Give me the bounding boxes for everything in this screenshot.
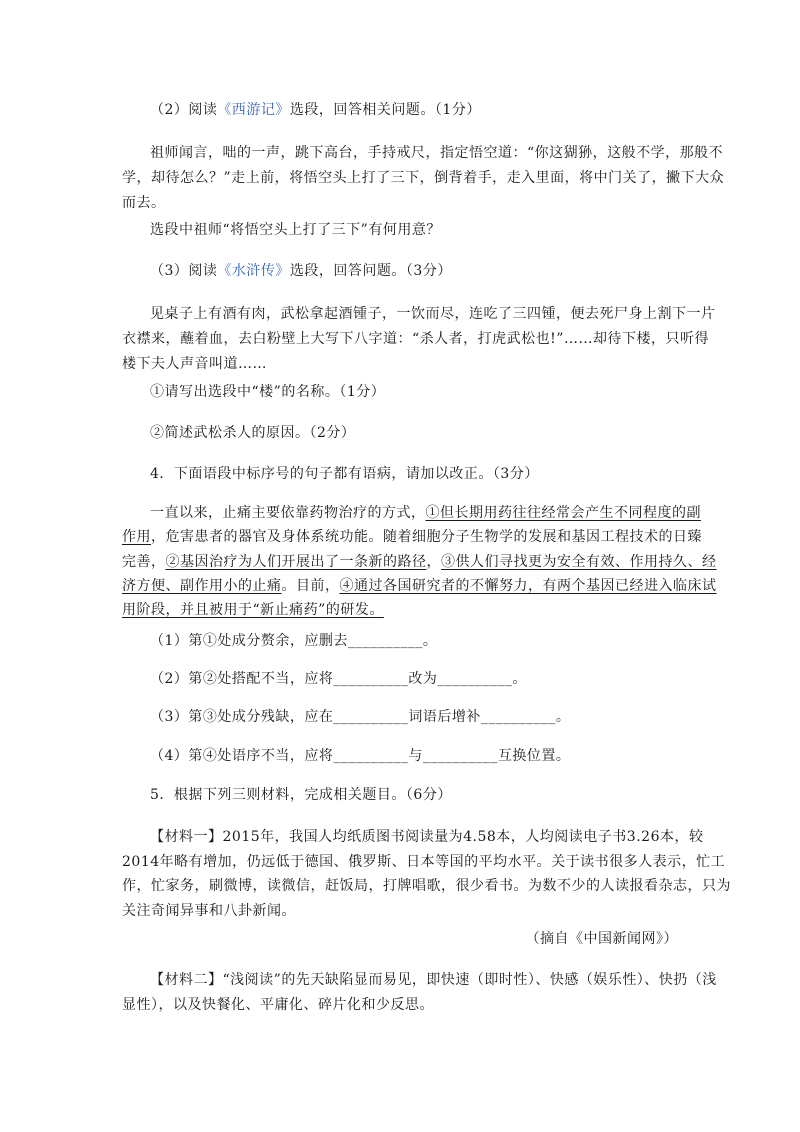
q2-passage-line-2: 学，却待怎么？”走上前，将悟空头上打了三下，倒背着手，走入里面，将中门关了，撇下大众 xyxy=(122,170,725,186)
q4-sentence-1-end: 作用 xyxy=(122,529,151,545)
q5-material-1-line-4: 关注奇闻异事和八卦新闻。 xyxy=(122,903,296,919)
q4-sentence-3-end: 济方便、副作用小的止痛 xyxy=(122,578,282,594)
q2-title-prefix: （2）阅读 xyxy=(150,102,218,118)
q2-question: 选段中祖师“将悟空头上打了三下”有何用意？ xyxy=(150,222,441,238)
q4-para-line-1 xyxy=(150,503,701,523)
q2-passage-line-1: 祖师闻言，咄的一声，跳下高台，手持戒尺，指定悟空道：“你这猢狲，这般不学，那般不 xyxy=(150,145,724,161)
q2-passage-line-3: 而去。 xyxy=(122,195,166,211)
q4-para-line-2 xyxy=(122,527,702,547)
q3-passage-line-2: 衣襟来，蘸着血，去白粉壁上大写下八字道：“杀人者，打虎武松也!”……却待下楼，只听得 xyxy=(122,331,709,347)
q4-item-4: （4）第④处语序不当，应将__________与__________互换位置。 xyxy=(150,748,571,764)
q4-para-line-4 xyxy=(122,576,717,596)
q4-plain-text: 。目前， xyxy=(281,578,340,594)
q5-title: 5．根据下列三则材料，完成相关题目。（6分） xyxy=(150,787,452,803)
q3-sub-question-2: ②简述武松杀人的原因。（2分） xyxy=(150,425,356,441)
q4-plain-text: 完善， xyxy=(122,554,166,570)
q4-para-line-5 xyxy=(122,600,384,620)
q3-title-prefix: （3）阅读 xyxy=(150,263,218,279)
q4-para-line-3 xyxy=(122,552,717,572)
q5-material-1-line-2: 2014年略有增加，仍远低于德国、俄罗斯、日本等国的平均水平。关于读书很多人表示，忙工 xyxy=(122,854,726,870)
q3-passage-line-3: 楼下夫人声音叫道…… xyxy=(122,356,267,372)
q4-title: 4．下面语段中标序号的句子都有语病，请加以改正。（3分） xyxy=(150,466,539,482)
q5-material-2-line-2: 显性），以及快餐化、平庸化、碎片化和少反思。 xyxy=(122,997,434,1013)
q4-plain-text: 一直以来，止痛主要依靠药物治疗的方式， xyxy=(150,505,426,521)
q5-material-1-line-3: 作，忙家务，刷微博，读微信，赶饭局，打牌唱歌，很少看书。为数不少的人读报看杂志，只为 xyxy=(122,878,731,894)
q3-passage-line-1: 见桌子上有酒有肉，武松拿起酒锺子，一饮而尽，连吃了三四锺，便去死尸身上割下一片 xyxy=(150,306,716,322)
q2-title xyxy=(150,100,481,120)
q3-sub-question-1: ①请写出选段中“楼”的名称。（1分） xyxy=(150,384,386,400)
q5-material-2-line-1: 【材料二】“浅阅读”的先天缺陷显而易见，即快速（即时性）、快感（娱乐性）、快扔（浅 xyxy=(150,972,717,988)
q4-sentence-4-end: 用阶段，并且被用于“新止痛药”的研发。 xyxy=(122,602,384,618)
q4-plain-text: ，危害患者的器官及身体系统功能。随着细胞分子生物学的发展和基因工程技术的日臻 xyxy=(151,529,702,545)
q5-material-1-source: （摘自《中国新闻网》） xyxy=(525,931,678,947)
q2-title-suffix: 选段，回答相关问题。（1分） xyxy=(289,102,481,118)
q5-material-1-line-1: 【材料一】2015年，我国人均纸质图书阅读量为4.58本，人均阅读电子书3.26本，较 xyxy=(150,829,704,845)
q4-plain-text: ， xyxy=(426,554,441,570)
q4-item-3: （3）第③处成分残缺，应在__________词语后增补__________。 xyxy=(150,709,571,725)
q3-book-link[interactable]: 《水浒传》 xyxy=(217,263,290,279)
q2-book-link[interactable]: 《西游记》 xyxy=(217,102,290,118)
q4-item-1: （1）第①处成分赘余，应删去__________。 xyxy=(150,633,438,649)
q4-sentence-2: ②基因治疗为人们开展出了一条新的路径 xyxy=(165,554,427,570)
q3-title xyxy=(150,261,452,281)
q3-title-suffix: 选段，回答问题。（3分） xyxy=(289,263,452,279)
q4-sentence-1: ①但长期用药往往经常会产生不同程度的副 xyxy=(425,505,701,521)
q4-sentence-4: ④通过各国研究者的不懈努力，有两个基因已经进入临床试 xyxy=(339,578,717,594)
q4-sentence-3: ③供人们寻找更为安全有效、作用持久、经 xyxy=(441,554,717,570)
q4-item-2: （2）第②处搭配不当，应将__________改为__________。 xyxy=(150,671,527,687)
